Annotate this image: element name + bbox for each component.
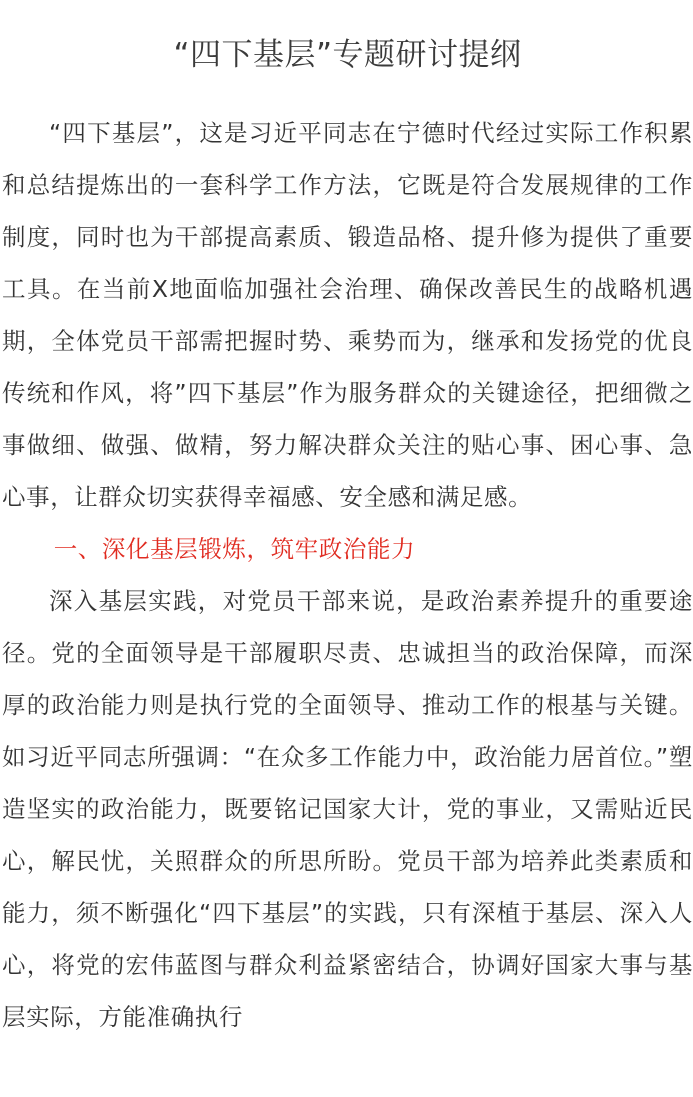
- section-1-heading: 一、深化基层锻炼，筑牢政治能力: [53, 535, 416, 563]
- section-1-paragraph: 深入基层实践，对党员干部来说，是政治素养提升的重要途径。党的全面领导是干部履职尽责、忠诚担当的政治保障，而深厚的政治能力则是执行党的全面领导、推动工作的根基与关键。如习近平同志所强调：“在众多工作能力中，政治能力居首位。”塑造坚实的政治能力，既要铭记国家大计，党的事业，又需贴近民心，解民忧，关照群众的所思所盼。党员干部为培养此类素质和能力，须不断强化“四下基层”的实践，只有深植于基层、深入人心，将党的宏伟蓝图与群众利益紧密结合，协调好国家大事与基层实际，方能准确执行: [2, 587, 693, 1031]
- document-title: “四下基层”专题研讨提纲: [173, 37, 522, 73]
- intro-paragraph: “四下基层”，这是习近平同志在宁德时代经过实际工作积累和总结提炼出的一套科学工作方法，它既是符合发展规律的工作制度，同时也为干部提高素质、锻造品格、提升修为提供了重要工具。在当前X地面临加强社会治理、确保改善民生的战略机遇期，全体党员干部需把握时势、乘势而为，继承和发扬党的优良传统和作风，将”四下基层”作为服务群众的关键途径，把细微之事做细、做强、做精，努力解决群众关注的贴心事、困心事、急心事，让群众切实获得幸福感、安全感和满足感。: [2, 119, 693, 511]
- document-body: [2, 107, 693, 1043]
